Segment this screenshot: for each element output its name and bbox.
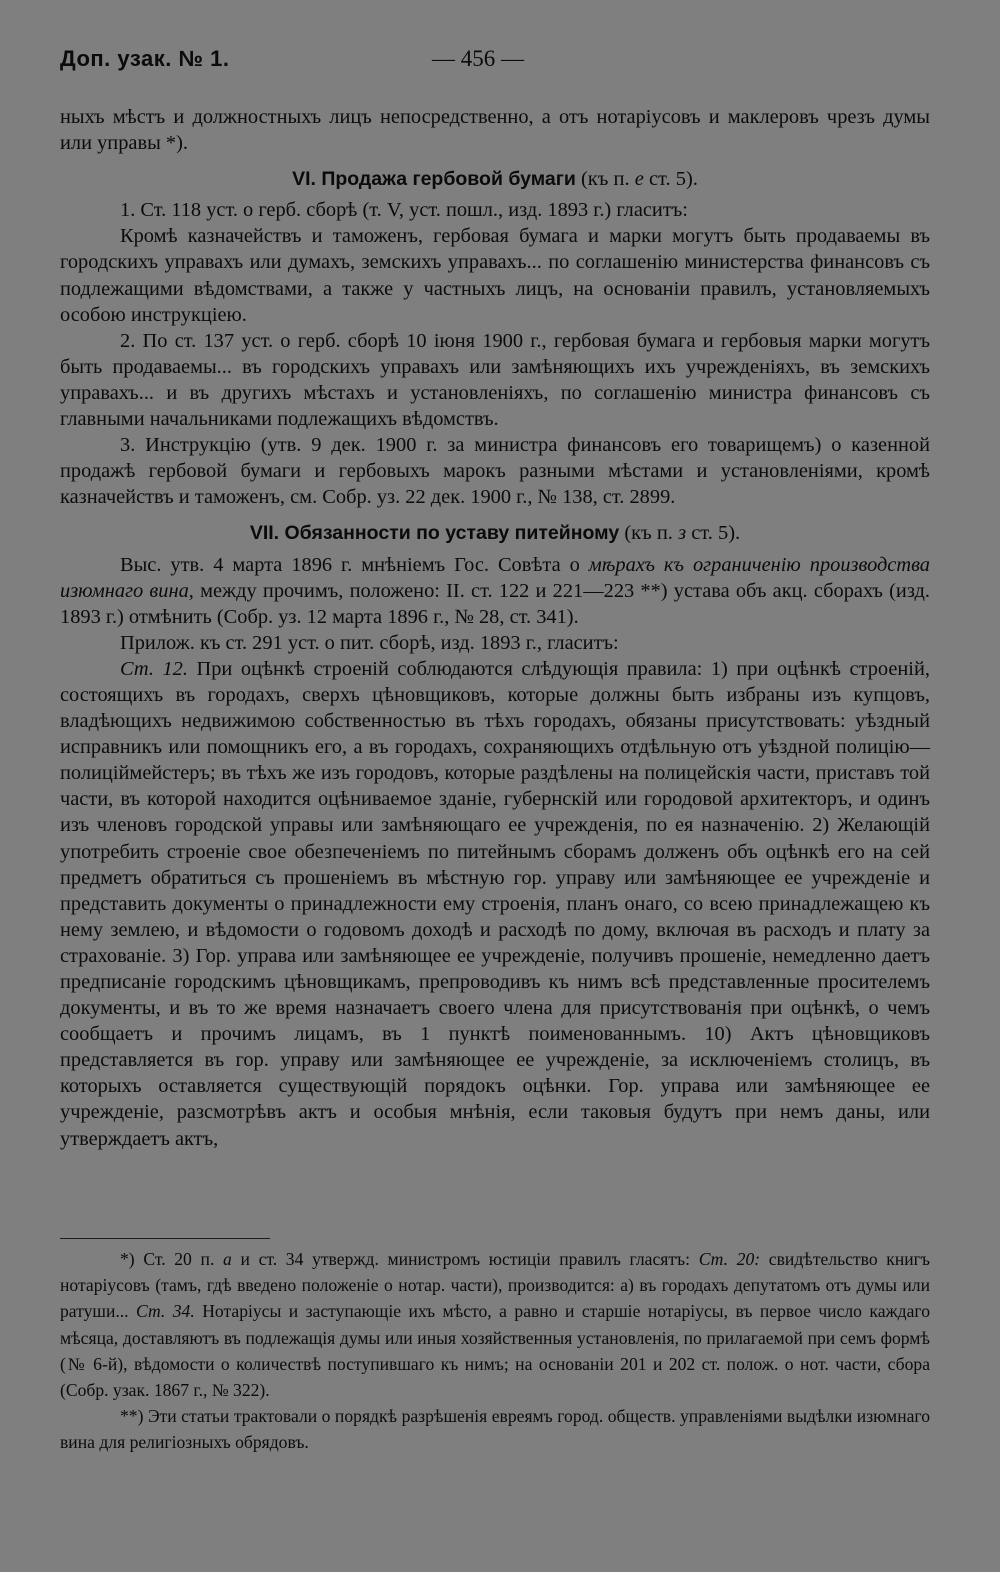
section-ref-letter: з <box>678 522 687 545</box>
paragraph: 2. По ст. 137 уст. о герб. сборѣ 10 іюня 1900 г., гербовая бумага и гербовыя марки могутъ быть продаваемы... въ городскихъ управахъ или замѣняющихъ ихъ учрежденіяхъ, въ земскихъ управахъ... и въ другихъ мѣстахъ и установленіяхъ, по соглашенію министра финансовъ съ главными начальниками подлежащихъ вѣдомствъ. <box>60 329 930 431</box>
article-ref: Ст. 20: <box>698 1249 761 1269</box>
running-head: Доп. узак. № 1. <box>60 46 230 71</box>
paragraph: 1. Ст. 118 уст. о герб. сборѣ (т. V, уст. пошл., изд. 1893 г.) гласитъ: <box>120 199 688 222</box>
section-ref-suffix: ст. 5). <box>691 522 741 545</box>
page-header <box>60 42 930 76</box>
paragraph-continuation: ныхъ мѣстъ и должностныхъ лицъ непосредственно, а отъ нотаріусовъ и маклеровъ чрезъ думы или управы *). <box>60 106 930 155</box>
paragraph <box>60 552 930 630</box>
main-text <box>60 104 930 1152</box>
paragraph <box>60 656 930 1152</box>
section-ref-prefix: (къ п. <box>624 522 673 545</box>
paragraph: 3. Инструкцію (утв. 9 дек. 1900 г. за министра финансовъ его товарищемъ) о казенной продажѣ гербовой бумаги и гербовыхъ марокъ разными мѣстами и установленіями, кромѣ казначействъ и таможенъ, см. Собр. уз. 22 дек. 1900 г., № 138, ст. 2899. <box>60 434 930 509</box>
footnote-divider <box>60 1238 270 1239</box>
footnote-2: **) Эти статьи трактовали о порядкѣ разрѣшенія евреямъ город. обществ. управленіями выдѣлки изюмнаго вина для религіозныхъ обрядовъ. <box>60 1406 930 1453</box>
text-run: Нотаріусы и заступающіе ихъ мѣсто, а равно и старшіе нотаріусы, въ первое число каждаго мѣсяца, доставляютъ въ подлежащія думы или иныя хозяйственныя установленія, по прилагаемой при семъ формѣ (№ 6-й), вѣдомости о количествѣ поступившаго къ нимъ; на основаніи 201 и 202 ст. полож. о нот. части, сбора (Собр. узак. 1867 г., № 322). <box>60 1301 931 1401</box>
article-ref: Ст. 12. <box>120 657 188 680</box>
section-ref-prefix: (къ п. <box>580 168 630 191</box>
section-title: VII. Обязанности по уставу питейному <box>249 522 620 545</box>
section-ref-letter: е <box>634 168 644 191</box>
footnote-1 <box>60 1246 930 1403</box>
text-run: При оцѣнкѣ строеній соблюдаются слѣдующія правила: 1) при оцѣнкѣ строеній, состоящихъ въ городахъ, сверхъ цѣновщиковъ, которые должны быть избраны изъ купцовъ, владѣющихъ недвижимою собственностью въ тѣхъ городахъ, обязаны присутствовать: уѣздный исправникъ или помощникъ его, а въ городахъ, сохраняющихъ отдѣльную отъ уѣздной полицію—полицiймейстеръ; въ тѣхъ же изъ городовъ, которые раздѣлены на полицейскія части, приставъ той части, въ которой находится оцѣниваемое зданіе, губернскій или городовой архитекторъ, и одинъ изъ членовъ городской управы или замѣняющаго ее учрежденія, по ея назначенію. 2) Желающій употребить строеніе свое обезпеченіемъ по питейнымъ сборамъ долженъ объ оцѣнкѣ его на сей предметъ обратиться съ прошеніемъ въ мѣстную гор. управу или замѣняющее ее учрежденіе и представить документы о принадлежности ему строенія, планъ онаго, со всею принадлежащею къ нему землею, и вѣдомости о годовомъ доходѣ и расходѣ по дому, включая въ расходъ и плату за страхованіе. 3) Гор. управа или замѣняющее ее учрежденіе, получивъ прошеніе, немедленно даетъ предписаніе городскимъ цѣновщикамъ, препроводивъ къ нимъ всѣ представленные просителемъ документы, и въ то же время назначаетъ своего члена для присутствованія при оцѣнкѣ, о чемъ сообщаетъ и прочимъ лицамъ, въ 1 пунктѣ поименованнымъ. 10) Актъ цѣновщиковъ представляется въ гор. управу или замѣняющее ее учрежденіе, за исключеніемъ столицъ, въ которыхъ оставляется существующій порядокъ оцѣнки. Гор. управа или замѣняющее ее учрежденіе, разсмотрѣвъ актъ и особыя мнѣнія, если таковыя будутъ при немъ даны, или утверждаетъ актъ, <box>60 657 930 1150</box>
footnotes <box>60 1246 930 1456</box>
section-heading-vii <box>60 520 930 546</box>
section-ref-suffix: ст. 5). <box>648 168 698 191</box>
text-run: и ст. 34 утвержд. министромъ юстиціи правилъ гласятъ: <box>240 1249 691 1269</box>
article-ref: Ст. 34. <box>136 1301 195 1322</box>
italic-title: мѣрахъ къ ограниченію производства изюмнаго вина, <box>60 553 930 602</box>
page-number: — 456 — <box>432 46 524 71</box>
text-run: между прочимъ, положено: II. ст. 122 и 221—223 **) устава объ акц. сборахъ (изд. 1893 г.) отмѣнить (Собр. уз. 12 марта 1896 г., № 28, ст. 341). <box>60 579 930 628</box>
italic-letter: а <box>223 1249 232 1269</box>
text-run: свидѣтельство книгъ нотаріусовъ (тамъ, гдѣ введено положеніе о нотар. части), производится: а) въ городахъ депутатомъ отъ думы или ратуши... <box>60 1249 930 1322</box>
paragraph: Прилож. къ ст. 291 уст. о пит. сборѣ, изд. 1893 г., гласитъ: <box>120 631 619 654</box>
section-heading-vi <box>60 166 930 192</box>
paragraph: Кромѣ казначействъ и таможенъ, гербовая бумага и марки могутъ быть продаваемы въ городскихъ управахъ или думахъ, земскихъ управахъ... по соглашенію министерства финансовъ съ подлежащими вѣдомствами, а также у частныхъ лицъ, на основаніи правилъ, установляемыхъ особою инструкціею. <box>60 225 930 326</box>
text-run: *) Ст. 20 п. <box>120 1249 215 1269</box>
section-title: VI. Продажа гербовой бумаги <box>292 168 576 191</box>
text-run: Выс. утв. 4 марта 1896 г. мнѣніемъ Гос. Совѣта о <box>120 553 580 576</box>
